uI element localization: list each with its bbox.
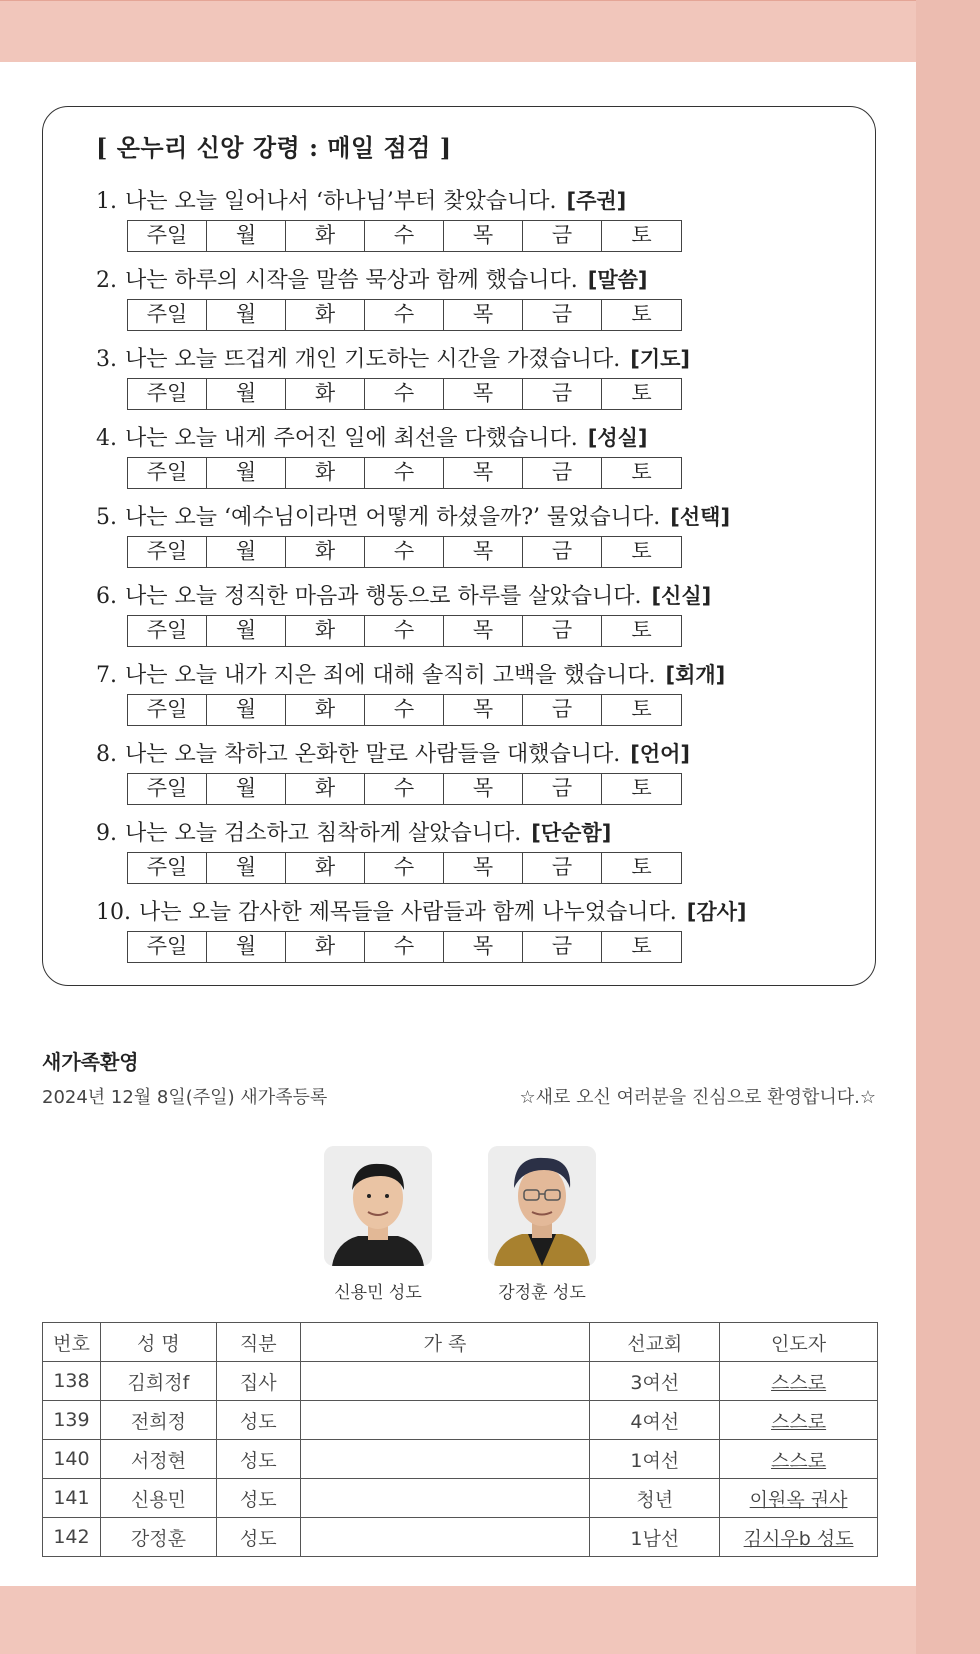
weekday-cell[interactable]: 수 [365, 853, 444, 883]
column-header: 성 명 [100, 1323, 216, 1362]
checklist-item-statement [96, 581, 711, 612]
item-number: 7. [96, 663, 117, 688]
table-cell: 4여선 [590, 1401, 720, 1440]
weekday-cell[interactable]: 금 [523, 932, 602, 962]
checklist-item-statement [96, 818, 611, 849]
checklist-item [96, 818, 876, 897]
weekday-cell[interactable]: 금 [523, 695, 602, 725]
column-header: 선교회 [590, 1323, 720, 1362]
table-cell: 이원옥 권사 [720, 1479, 878, 1518]
checklist-item-statement [96, 423, 648, 454]
item-category-tag: [말씀] [587, 268, 648, 292]
table-cell: 서정현 [100, 1440, 216, 1479]
item-number: 2. [96, 268, 117, 293]
weekday-cell[interactable]: 토 [631, 381, 652, 405]
weekday-cell[interactable]: 수 [365, 695, 444, 725]
weekday-cell[interactable]: 월 [207, 300, 286, 330]
weekday-cell[interactable]: 월 [207, 537, 286, 567]
weekday-cell[interactable]: 토 [631, 776, 652, 800]
table-header-row [43, 1323, 878, 1362]
table-row [43, 1440, 878, 1479]
member-photo-1 [324, 1146, 432, 1266]
item-text: 나는 오늘 감사한 제목들을 사람들과 함께 나누었습니다. [139, 900, 677, 925]
weekday-cell[interactable]: 금 [523, 774, 602, 804]
welcome-message: ☆새로 오신 여러분을 진심으로 환영합니다.☆ [519, 1087, 876, 1108]
weekday-cell[interactable]: 화 [286, 458, 365, 488]
weekday-cell[interactable]: 금 [523, 300, 602, 330]
item-category-tag: [감사] [686, 900, 747, 924]
member-photo-2 [488, 1146, 596, 1266]
weekday-cell[interactable]: 목 [444, 853, 523, 883]
weekday-checkboxes [127, 457, 682, 489]
table-cell [300, 1518, 590, 1557]
page-margin-band [916, 0, 980, 1654]
table-cell: 스스로 [720, 1362, 878, 1401]
item-text: 나는 오늘 착하고 온화한 말로 사람들을 대했습니다. [125, 742, 621, 767]
weekday-checkboxes [127, 931, 682, 963]
item-category-tag: [신실] [651, 584, 712, 608]
weekday-cell[interactable]: 화 [286, 537, 365, 567]
table-cell: 138 [43, 1362, 101, 1401]
checklist-item-statement [96, 739, 690, 770]
item-text: 나는 오늘 내게 주어진 일에 최선을 다했습니다. [125, 426, 578, 451]
table-row [43, 1362, 878, 1401]
item-category-tag: [회개] [665, 663, 726, 687]
weekday-cell[interactable]: 주일 [128, 774, 207, 804]
item-text: 나는 오늘 일어나서 ‘하나님’부터 찾았습니다. [125, 189, 557, 214]
table-cell [300, 1440, 590, 1479]
weekday-cell[interactable]: 목 [444, 458, 523, 488]
column-header: 가 족 [300, 1323, 590, 1362]
weekday-cell[interactable]: 월 [207, 379, 286, 409]
weekday-checkboxes [127, 536, 682, 568]
table-cell: 141 [43, 1479, 101, 1518]
item-number: 3. [96, 347, 117, 372]
table-cell: 1여선 [590, 1440, 720, 1479]
item-text: 나는 오늘 ‘예수님이라면 어떻게 하셨을까?’ 물었습니다. [125, 505, 661, 530]
item-text: 나는 오늘 내가 지은 죄에 대해 솔직히 고백을 했습니다. [125, 663, 656, 688]
table-cell: 1남선 [590, 1518, 720, 1557]
table-cell: 성도 [216, 1401, 300, 1440]
item-number: 1. [96, 189, 117, 214]
item-category-tag: [주권] [566, 189, 627, 213]
weekday-cell[interactable]: 주일 [128, 853, 207, 883]
weekday-cell[interactable]: 목 [444, 695, 523, 725]
weekday-cell[interactable]: 목 [444, 221, 523, 251]
item-category-tag: [기도] [630, 347, 691, 371]
table-cell [300, 1362, 590, 1401]
weekday-cell[interactable]: 금 [523, 616, 602, 646]
item-number: 10. [96, 900, 131, 925]
checklist-item-statement [96, 897, 747, 928]
weekday-cell[interactable]: 토 [631, 855, 652, 879]
weekday-cell[interactable]: 주일 [128, 932, 207, 962]
table-row [43, 1479, 878, 1518]
weekday-cell[interactable]: 월 [207, 932, 286, 962]
table-cell: 3여선 [590, 1362, 720, 1401]
table-body [43, 1362, 878, 1557]
weekday-cell[interactable]: 화 [286, 379, 365, 409]
weekday-cell[interactable]: 토 [631, 697, 652, 721]
checklist-item-statement [96, 344, 690, 375]
weekday-cell[interactable]: 목 [444, 774, 523, 804]
table-cell: 139 [43, 1401, 101, 1440]
item-category-tag: [성실] [587, 426, 648, 450]
weekday-cell[interactable]: 목 [444, 379, 523, 409]
table-cell: 성도 [216, 1518, 300, 1557]
weekday-cell[interactable]: 금 [523, 537, 602, 567]
weekday-cell[interactable]: 금 [523, 853, 602, 883]
weekday-cell[interactable]: 월 [207, 695, 286, 725]
weekday-checkboxes [127, 615, 682, 647]
weekday-cell[interactable]: 목 [444, 537, 523, 567]
item-category-tag: [선택] [670, 505, 731, 529]
checklist-item [96, 502, 876, 581]
checklist-title: [ 온누리 신앙 강령 : 매일 점검 ] [96, 133, 452, 162]
weekday-checkboxes [127, 299, 682, 331]
checklist-item [96, 265, 876, 344]
photo-caption-2: 강정훈 성도 [498, 1283, 586, 1303]
weekday-cell[interactable]: 수 [365, 774, 444, 804]
checklist-item [96, 897, 876, 976]
weekday-cell[interactable]: 주일 [128, 537, 207, 567]
table-cell [300, 1401, 590, 1440]
item-text: 나는 오늘 검소하고 침착하게 살았습니다. [125, 821, 522, 846]
weekday-cell[interactable]: 토 [631, 302, 652, 326]
weekday-cell[interactable]: 금 [523, 221, 602, 251]
registration-date: 2024년 12월 8일(주일) 새가족등록 [42, 1087, 328, 1108]
checklist-item-statement [96, 660, 725, 691]
weekday-cell[interactable]: 금 [523, 458, 602, 488]
weekday-cell[interactable]: 주일 [128, 221, 207, 251]
weekday-cell[interactable]: 수 [365, 932, 444, 962]
table-cell: 스스로 [720, 1401, 878, 1440]
weekday-cell[interactable]: 화 [286, 695, 365, 725]
weekday-cell[interactable]: 토 [631, 539, 652, 563]
table-cell: 김희정f [100, 1362, 216, 1401]
table-header [43, 1323, 878, 1362]
table-cell: 스스로 [720, 1440, 878, 1479]
weekday-cell[interactable]: 월 [207, 774, 286, 804]
checklist-item-statement [96, 502, 730, 533]
weekday-cell[interactable]: 화 [286, 774, 365, 804]
weekday-cell[interactable]: 토 [631, 618, 652, 642]
weekday-cell[interactable]: 화 [286, 300, 365, 330]
table-cell: 성도 [216, 1479, 300, 1518]
weekday-checkboxes [127, 773, 682, 805]
item-text: 나는 오늘 정직한 마음과 행동으로 하루를 살았습니다. [125, 584, 642, 609]
table-cell: 집사 [216, 1362, 300, 1401]
weekday-cell[interactable]: 수 [365, 537, 444, 567]
checklist-item [96, 423, 876, 502]
weekday-cell[interactable]: 주일 [128, 379, 207, 409]
checklist-item-statement [96, 186, 626, 217]
weekday-cell[interactable]: 월 [207, 458, 286, 488]
top-border-line [0, 0, 980, 1]
table-cell: 142 [43, 1518, 101, 1557]
weekday-cell[interactable]: 화 [286, 616, 365, 646]
item-text: 나는 하루의 시작을 말씀 묵상과 함께 했습니다. [125, 268, 578, 293]
new-family-title: 새가족환영 [42, 1050, 139, 1074]
table-cell: 전희정 [100, 1401, 216, 1440]
weekday-cell[interactable]: 주일 [128, 695, 207, 725]
checklist-item [96, 581, 876, 660]
table-cell [300, 1479, 590, 1518]
weekday-checkboxes [127, 378, 682, 410]
weekday-checkboxes [127, 852, 682, 884]
weekday-cell[interactable]: 목 [444, 616, 523, 646]
item-number: 5. [96, 505, 117, 530]
weekday-cell[interactable]: 토 [631, 460, 652, 484]
item-number: 8. [96, 742, 117, 767]
column-header: 인도자 [720, 1323, 878, 1362]
weekday-cell[interactable]: 목 [444, 932, 523, 962]
weekday-cell[interactable]: 월 [207, 853, 286, 883]
checklist-item [96, 186, 876, 265]
table-cell: 청년 [590, 1479, 720, 1518]
item-number: 9. [96, 821, 117, 846]
weekday-cell[interactable]: 주일 [128, 300, 207, 330]
checklist-item [96, 344, 876, 423]
weekday-cell[interactable]: 월 [207, 616, 286, 646]
weekday-cell[interactable]: 수 [365, 300, 444, 330]
item-number: 6. [96, 584, 117, 609]
table-cell: 강정훈 [100, 1518, 216, 1557]
checklist-item-statement [96, 265, 648, 296]
item-text: 나는 오늘 뜨겁게 개인 기도하는 시간을 가졌습니다. [125, 347, 621, 372]
table-row [43, 1401, 878, 1440]
table-cell: 신용민 [100, 1479, 216, 1518]
table-cell: 김시우b 성도 [720, 1518, 878, 1557]
weekday-cell[interactable]: 토 [631, 223, 652, 247]
table-row [43, 1518, 878, 1557]
item-number: 4. [96, 426, 117, 451]
weekday-cell[interactable]: 월 [207, 221, 286, 251]
weekday-cell[interactable]: 주일 [128, 458, 207, 488]
weekday-cell[interactable]: 수 [365, 616, 444, 646]
weekday-cell[interactable]: 토 [631, 934, 652, 958]
weekday-cell[interactable]: 화 [286, 932, 365, 962]
photo-caption-1: 신용민 성도 [334, 1283, 422, 1303]
weekday-checkboxes [127, 220, 682, 252]
weekday-cell[interactable]: 수 [365, 458, 444, 488]
table-cell: 140 [43, 1440, 101, 1479]
item-category-tag: [단순함] [531, 821, 612, 845]
column-header: 번호 [43, 1323, 101, 1362]
weekday-cell[interactable]: 수 [365, 221, 444, 251]
item-category-tag: [언어] [630, 742, 691, 766]
new-family-table [42, 1322, 878, 1557]
weekday-cell[interactable]: 화 [286, 853, 365, 883]
weekday-cell[interactable]: 금 [523, 379, 602, 409]
weekday-cell[interactable]: 목 [444, 300, 523, 330]
column-header: 직분 [216, 1323, 300, 1362]
weekday-checkboxes [127, 694, 682, 726]
weekday-cell[interactable]: 수 [365, 379, 444, 409]
table-cell: 성도 [216, 1440, 300, 1479]
weekday-cell[interactable]: 주일 [128, 616, 207, 646]
checklist-item [96, 739, 876, 818]
checklist-item [96, 660, 876, 739]
weekday-cell[interactable]: 화 [286, 221, 365, 251]
